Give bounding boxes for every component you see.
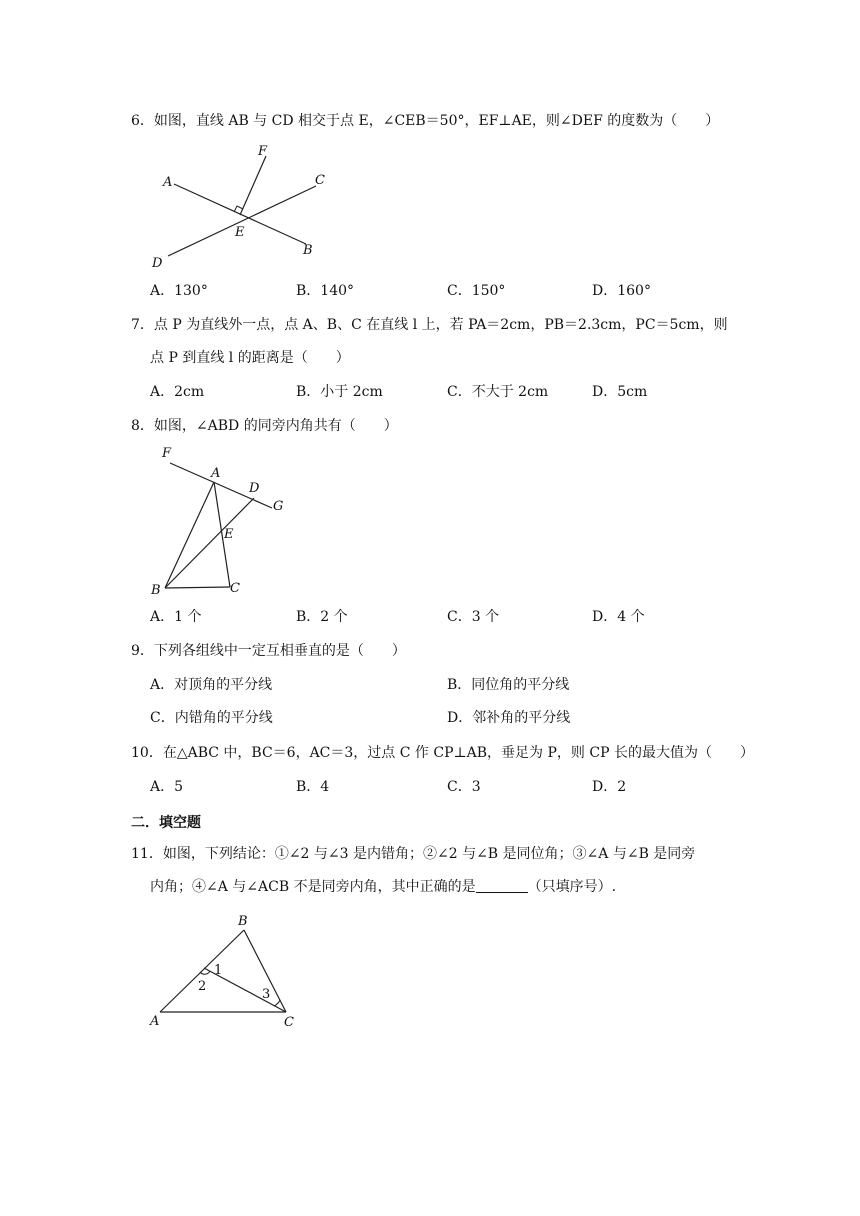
q10-option-c[interactable]: C．3 xyxy=(447,779,481,795)
q9-text: 9．下列各组线中一定互相垂直的是（ ） xyxy=(131,643,406,659)
line-ef xyxy=(240,156,266,215)
q8-option-b[interactable]: B．2 个 xyxy=(296,609,348,625)
segment-bc xyxy=(165,587,230,588)
q10-option-d[interactable]: D．2 xyxy=(592,779,627,795)
label-c: C xyxy=(315,173,325,188)
q9-option-a[interactable]: A．对顶角的平分线 xyxy=(150,677,273,693)
q11-text-line2-pre: 内角；④∠A 与∠ACB 不是同旁内角，其中正确的是 xyxy=(150,879,476,895)
q9-option-d[interactable]: D．邻补角的平分线 xyxy=(447,710,571,726)
label-angle-2: 2 xyxy=(198,979,207,994)
q6-option-b[interactable]: B．140° xyxy=(296,283,355,299)
angle-mark-3 xyxy=(274,1000,280,1006)
q8-text: 8．如图，∠ABD 的同旁内角共有（ ） xyxy=(131,418,398,434)
label-d: D xyxy=(152,256,163,271)
q10-text: 10．在△ABC 中，BC＝6，AC＝3，过点 C 作 CP⊥AB，垂足为 P，则 CP 长的最大值为（ ） xyxy=(131,745,754,761)
q9-option-c[interactable]: C．内错角的平分线 xyxy=(150,710,273,726)
label-d: D xyxy=(249,481,260,496)
segment-bd xyxy=(165,498,254,588)
section-heading: 二．填空题 xyxy=(131,815,201,831)
q7-text-line2: 点 P 到直线 l 的距离是（ ） xyxy=(150,350,350,366)
q7-text-line1: 7．点 P 为直线外一点，点 A、B、C 在直线 l 上，若 PA＝2cm，PB＝2.3cm，PC＝5cm，则 xyxy=(131,317,728,333)
q6-figure xyxy=(148,140,338,272)
q8-option-c[interactable]: C．3 个 xyxy=(447,609,500,625)
q8-figure xyxy=(148,440,298,600)
q8-option-a[interactable]: A．1 个 xyxy=(150,609,202,625)
q6-option-a[interactable]: A．130° xyxy=(150,283,208,299)
q7-option-a[interactable]: A．2cm xyxy=(150,384,205,400)
q7-option-b[interactable]: B．小于 2cm xyxy=(296,384,383,400)
label-angle-3: 3 xyxy=(262,987,271,1002)
label-c: C xyxy=(230,581,240,596)
q6-option-c[interactable]: C．150° xyxy=(447,283,506,299)
answer-blank[interactable] xyxy=(476,878,528,893)
label-b: B xyxy=(238,914,248,929)
label-f: F xyxy=(162,446,172,461)
label-angle-1: 1 xyxy=(214,963,223,978)
segment-ab xyxy=(165,482,214,588)
segment-ab xyxy=(160,930,244,1012)
q11-text-line1: 11．如图，下列结论：①∠2 与∠3 是内错角；②∠2 与∠B 是同位角；③∠A 与∠B 是同旁 xyxy=(131,846,696,862)
label-a: A xyxy=(211,466,221,481)
label-e: E xyxy=(224,527,234,542)
label-b: B xyxy=(303,243,313,258)
label-c: C xyxy=(284,1015,294,1030)
q9-option-b[interactable]: B．同位角的平分线 xyxy=(447,677,570,693)
q10-option-b[interactable]: B．4 xyxy=(296,779,330,795)
label-g: G xyxy=(273,499,284,514)
line-cd xyxy=(168,186,316,256)
label-e: E xyxy=(235,225,245,240)
q6-text: 6．如图，直线 AB 与 CD 相交于点 E，∠CEB＝50°，EF⊥AE，则∠DEF 的度数为（ ） xyxy=(131,113,720,129)
q7-option-c[interactable]: C．不大于 2cm xyxy=(447,384,549,400)
q11-text-line2-post: （只填序号）. xyxy=(527,879,617,895)
q11-text-line2 xyxy=(150,878,616,896)
label-a: A xyxy=(163,175,173,190)
q11-figure xyxy=(144,908,314,1030)
q10-option-a[interactable]: A．5 xyxy=(150,779,184,795)
label-a: A xyxy=(150,1014,160,1029)
label-f: F xyxy=(258,144,268,159)
q6-option-d[interactable]: D．160° xyxy=(592,283,651,299)
q7-option-d[interactable]: D．5cm xyxy=(592,384,648,400)
q8-option-d[interactable]: D．4 个 xyxy=(592,609,645,625)
label-b: B xyxy=(151,583,161,598)
